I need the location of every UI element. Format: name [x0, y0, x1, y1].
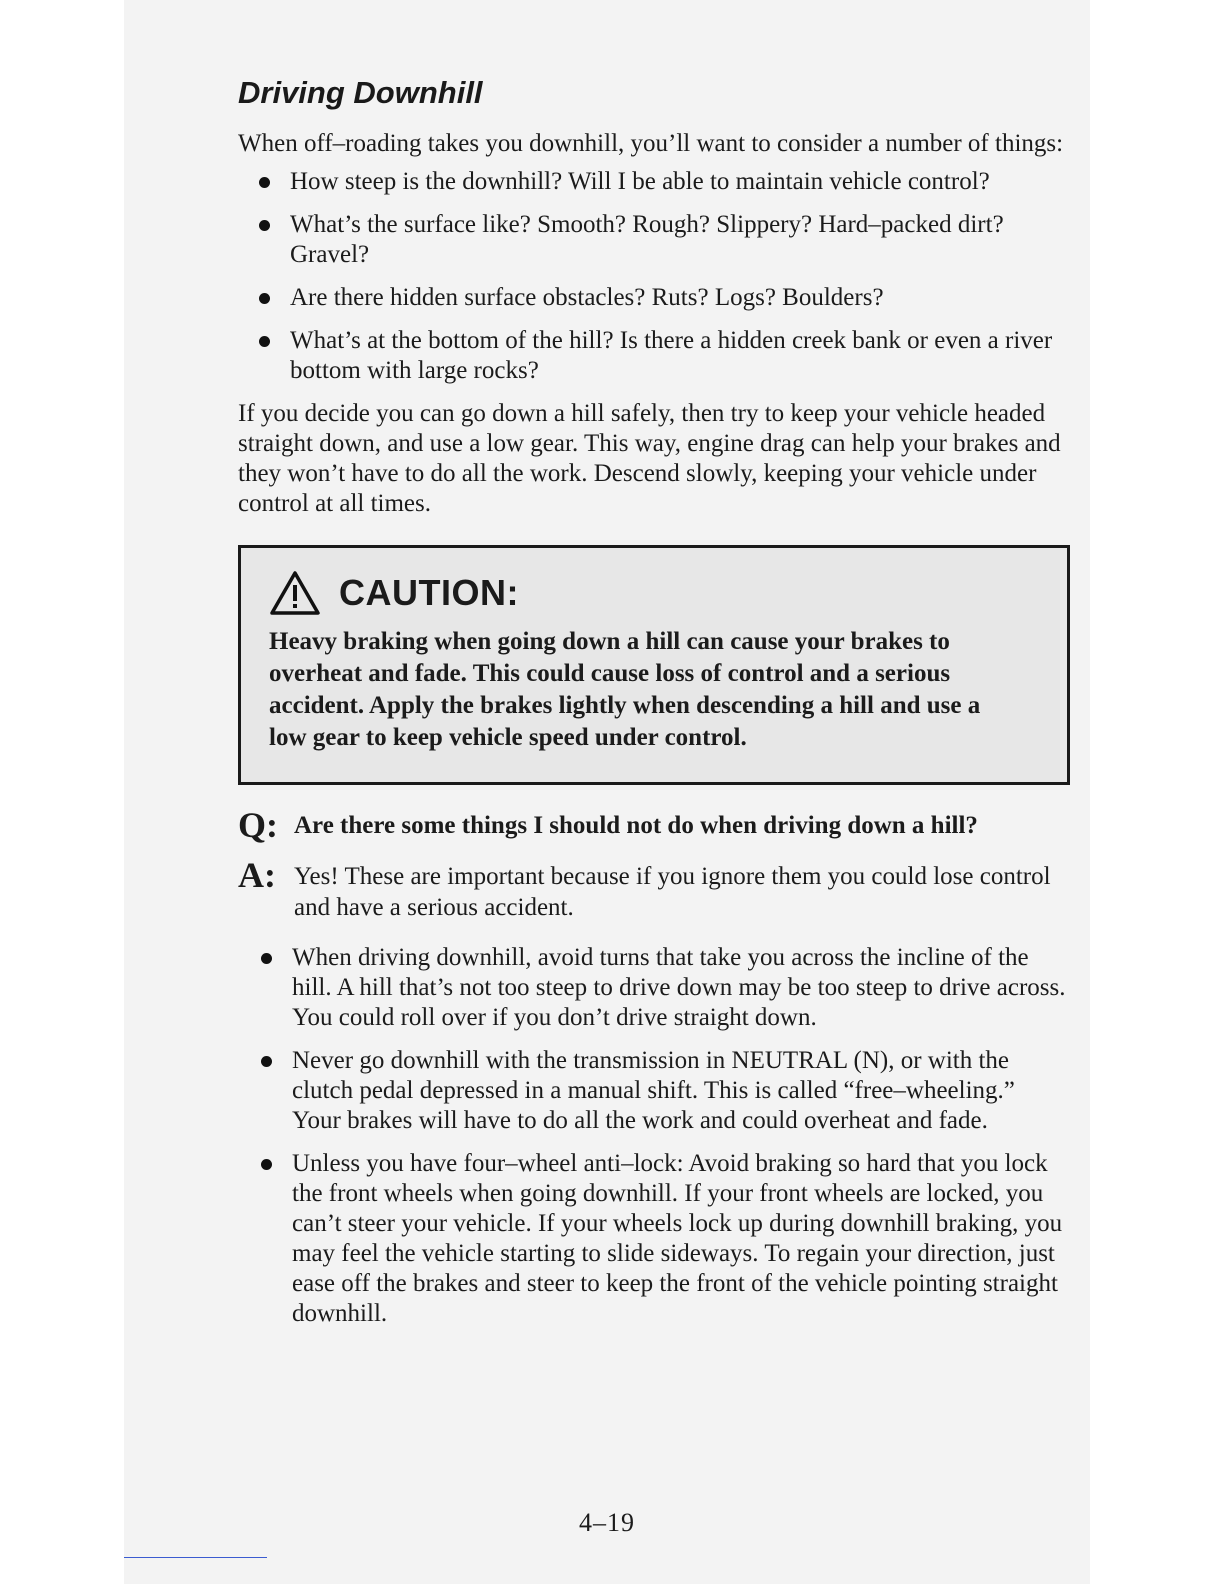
- list-item-text: When driving downhill, avoid turns that take you across the incline of the hill. A hill that’s not too steep to drive down may be too steep to drive across. You could roll over if you don’t drive straight down.: [292, 944, 1066, 1032]
- bullet-icon: [261, 1159, 272, 1170]
- caution-header: [269, 570, 1041, 616]
- advice-paragraph: If you decide you can go down a hill safely, then try to keep your vehicle headed straight down, and use a low gear. This way, engine drag can help your brakes and they won’t have to do all the work. Descend slowly, keeping your vehicle under control at all times.: [238, 400, 1061, 518]
- list-item: [290, 283, 1068, 313]
- divider: [124, 1557, 267, 1558]
- bullet-icon: [259, 177, 270, 188]
- page-number: 4–19: [579, 1508, 635, 1537]
- list-item: [290, 210, 1068, 270]
- list-item: [290, 326, 1068, 386]
- answer-text: Yes! These are important because if you ignore them you could lose control and have a serious accident.: [294, 863, 1051, 922]
- caution-title: CAUTION:: [339, 572, 519, 614]
- caution-box: [238, 545, 1070, 785]
- bullet-icon: [259, 220, 270, 231]
- answer-row: [238, 857, 1068, 923]
- section-title: Driving Downhill: [238, 75, 483, 110]
- question-text: Are there some things I should not do when driving down a hill?: [294, 812, 978, 840]
- page-content: [238, 74, 1068, 1342]
- list-item-text: How steep is the downhill? Will I be able to maintain vehicle control?: [290, 168, 990, 196]
- list-item: [292, 943, 1068, 1033]
- considerations-list: [238, 167, 1068, 386]
- bullet-icon: [261, 953, 272, 964]
- list-item: [292, 1149, 1068, 1329]
- list-item-text: Unless you have four–wheel anti–lock: Avoid braking so hard that you lock the front wheels when going downhill. If your front wheels are locked, you can’t steer your vehicle. If your wheels lock up during downhill braking, you may feel the vehicle starting to slide sideways. To regain your direction, just ease off the brakes and steer to keep the front of the vehicle pointing straight downhill.: [292, 1150, 1063, 1328]
- list-item: [290, 167, 1068, 197]
- intro-paragraph: When off–roading takes you downhill, you’ll want to consider a number of things:: [238, 130, 1064, 158]
- list-item-text: Are there hidden surface obstacles? Ruts? Logs? Boulders?: [290, 284, 884, 312]
- list-item: [292, 1046, 1068, 1136]
- question-label: Q:: [238, 805, 278, 846]
- manual-page: [124, 0, 1090, 1584]
- bullet-icon: [259, 336, 270, 347]
- list-item-text: Never go downhill with the transmission in NEUTRAL (N), or with the clutch pedal depressed in a manual shift. This is called “free–wheeling.” Your brakes will have to do all the work and could overheat and fade.: [292, 1047, 1015, 1135]
- list-item-text: What’s the surface like? Smooth? Rough? Slippery? Hard–packed dirt? Gravel?: [290, 211, 1004, 269]
- warning-triangle-icon: [269, 570, 321, 616]
- donts-list: [238, 943, 1068, 1329]
- answer-label: A:: [238, 855, 276, 896]
- question-row: [238, 805, 1068, 846]
- question-answer: [238, 807, 1068, 923]
- bullet-icon: [261, 1056, 272, 1067]
- list-item-text: What’s at the bottom of the hill? Is there a hidden creek bank or even a river bottom with large rocks?: [290, 327, 1053, 385]
- caution-text: Heavy braking when going down a hill can cause your brakes to overheat and fade. This could cause loss of control and a serious accident. Apply the brakes lightly when descending a hill and use a low gear to keep vehicle speed under control.: [269, 628, 981, 752]
- bullet-icon: [259, 293, 270, 304]
